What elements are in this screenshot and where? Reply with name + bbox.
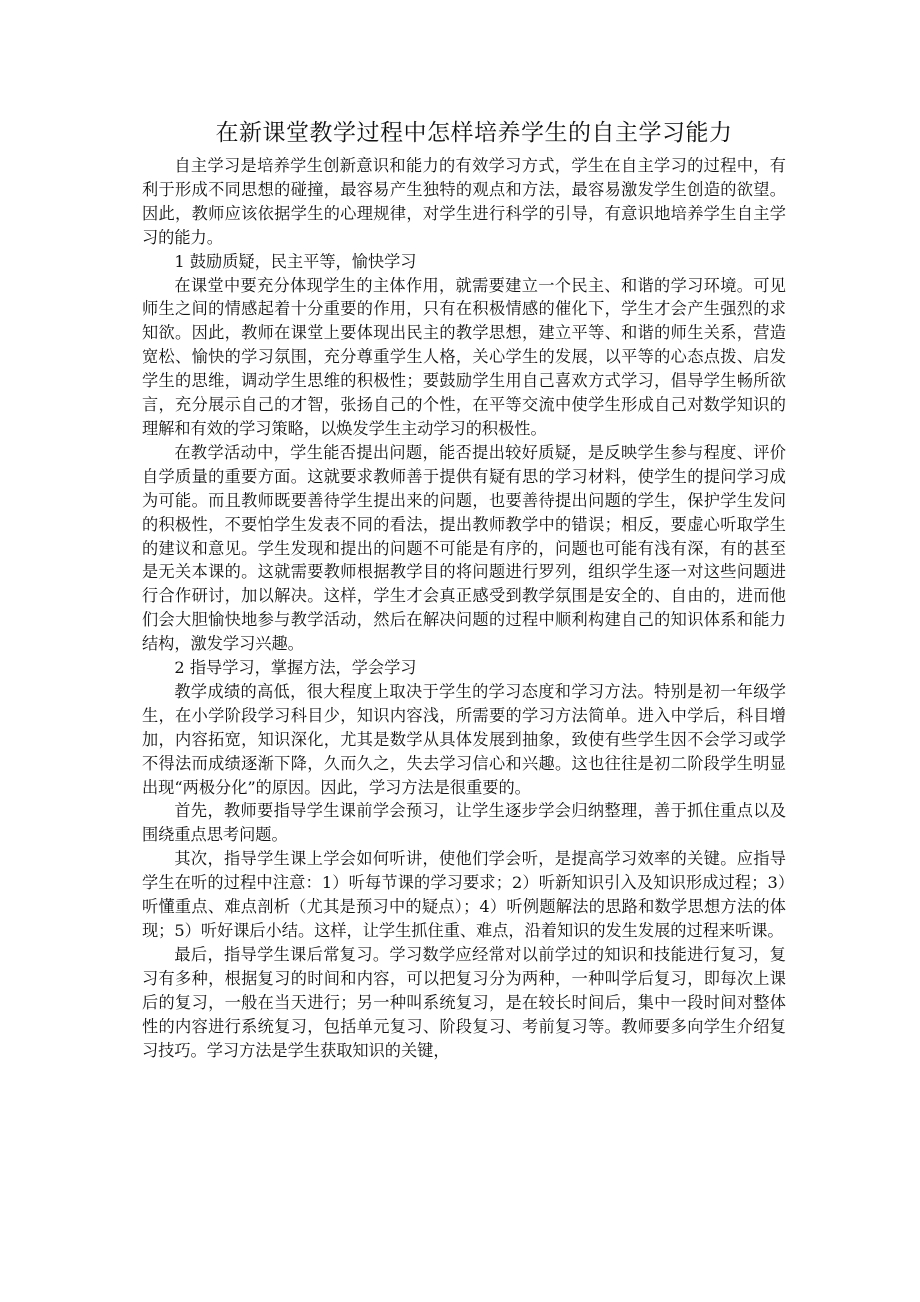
paragraph-preview: 首先，教师要指导学生课前学会预习，让学生逐步学会归纳整理，善于抓住重点以及围绕重点思考问题。 [142,801,786,845]
paragraph-review: 最后，指导学生课后常复习。学习数学应经常对以前学过的知识和技能进行复习，复习有多种，根据复习的时间和内容，可以把复习分为两种，一种叫学后复习，即每次上课后的复习，一般在当天进行；另一种叫系统复习，是在较长时间后，集中一段时间对整体性的内容进行系统复习，包括单元复习、阶段复习、考前复习等。教师要多向学生介绍复习技巧。学习方法是学生获取知识的关键， [142,944,786,1060]
paragraph-classroom-democracy: 在课堂中要充分体现学生的主体作用，就需要建立一个民主、和谐的学习环境。可见师生之间的情感起着十分重要的作用，只有在积极情感的催化下，学生才会产生强烈的求知欲。因此，教师在课堂上要体现出民主的教学思想，建立平等、和谐的师生关系，营造宽松、愉快的学习氛围，充分尊重学生人格，关心学生的发展，以平等的心态点拨、启发学生的思维，调动学生思维的积极性；要鼓励学生用自己喜欢方式学习，倡导学生畅所欲言，充分展示自己的才智，张扬自己的个性，在平等交流中使学生形成自己对数学知识的理解和有效的学习策略，以焕发学生主动学习的积极性。 [142,275,786,438]
paragraph-listening: 其次，指导学生课上学会如何听讲，使他们学会听，是提高学习效率的关键。应指导学生在听的过程中注意：1）听每节课的学习要求；2）听新知识引入及知识形成过程；3）听懂重点、难点剖析（尤其是预习中的疑点）；4）听例题解法的思路和数学思想方法的体现；5）听好课后小结。这样，让学生抓住重、难点，沿着知识的发生发展的过程来听课。 [142,849,786,940]
section-heading-1: 1 鼓励质疑，民主平等，愉快学习 [174,251,417,271]
section-heading-2: 2 指导学习，掌握方法，学会学习 [174,658,417,678]
paragraph-learning-methods: 教学成绩的高低，很大程度上取决于学生的学习态度和学习方法。特别是初一年级学生，在小学阶段学习科目少，知识内容浅，所需要的学习方法简单。进入中学后，科目增加，内容拓宽，知识深化，尤其是数学从具体发展到抽象，致使有些学生因不会学习或学不得法而成绩逐渐下降，久而久之，失去学习信心和兴趣。这也往往是初二阶段学生明显出现“两极分化”的原因。因此，学习方法是很重要的。 [142,681,786,797]
paragraph-intro: 自主学习是培养学生创新意识和能力的有效学习方式，学生在自主学习的过程中，有利于形成不同思想的碰撞，最容易产生独特的观点和方法，最容易激发学生创造的欲望。因此，教师应该依据学生的心理规律，对学生进行科学的引导，有意识地培养学生自主学习的能力。 [142,156,786,247]
document-page [142,112,786,1062]
paragraph-questioning: 在教学活动中，学生能否提出问题，能否提出较好质疑，是反映学生参与程度、评价自学质量的重要方面。这就要求教师善于提供有疑有思的学习材料，使学生的提问学习成为可能。而且教师既要善待学生提出来的问题，也要善待提出问题的学生，保护学生发问的积极性，不要怕学生发表不同的看法，提出教师教学中的错误；相反，要虚心听取学生的建议和意见。学生发现和提出的问题不可能是有序的，问题也可能有浅有深，有的甚至是无关本课的。这就需要教师根据教学目的将问题进行罗列，组织学生逐一对这些问题进行合作研讨，加以解决。这样，学生才会真正感受到教学氛围是安全的、自由的，进而他们会大胆愉快地参与教学活动，然后在解决问题的过程中顺利构建自己的知识体系和能力结构，激发学习兴趣。 [142,442,786,654]
document-title: 在新课堂教学过程中怎样培养学生的自主学习能力 [215,120,733,146]
